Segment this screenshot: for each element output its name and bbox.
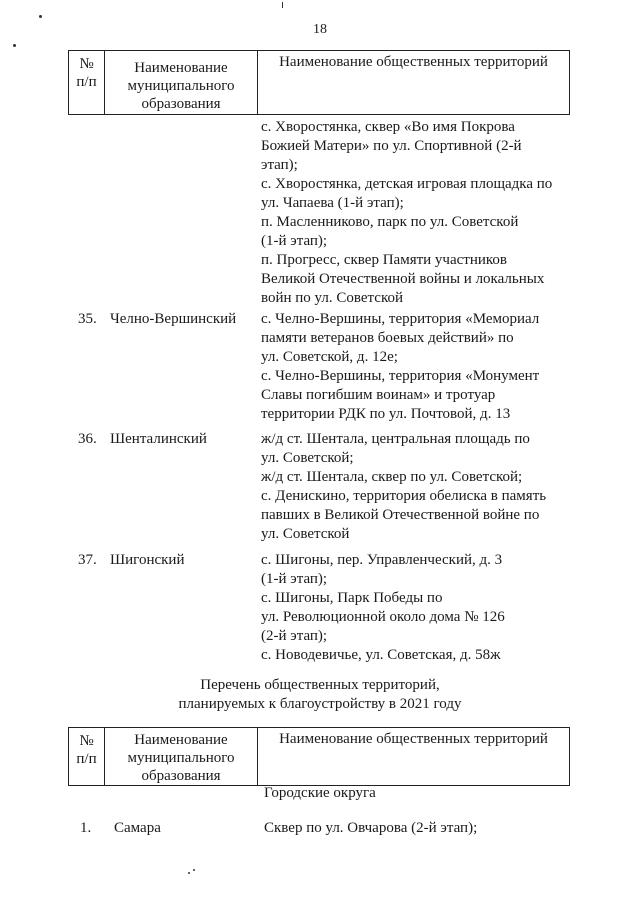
header-num-line: п/п: [76, 751, 97, 767]
text-line: с. Шигоны, Парк Победы по: [261, 590, 443, 606]
text-line: (2-й этап);: [261, 628, 328, 644]
text-line: с. Хворостянка, детская игровая площадка по: [261, 176, 553, 192]
text-line: Великой Отечественной войны и локальных: [261, 271, 545, 287]
text-line: п. Масленниково, парк по ул. Советской: [261, 214, 519, 230]
text-line: памяти ветеранов боевых действий» по: [261, 330, 514, 346]
row-number: 1.: [80, 820, 92, 836]
scan-speck: [13, 44, 16, 47]
header-municipality-cell: [105, 51, 258, 115]
header-num-line: п/п: [76, 74, 97, 90]
row-municipality: Шигонский: [110, 552, 185, 568]
header-municipality-line: Наименование: [134, 60, 228, 76]
header-territories-cell: [258, 728, 570, 786]
header-municipality-line: муниципального: [127, 78, 235, 94]
row-territories: Сквер по ул. Овчарова (2-й этап);: [264, 820, 478, 836]
text-line: (1-й этап);: [261, 571, 328, 587]
text-line: с. Новодевичье, ул. Советская, д. 58ж: [261, 647, 501, 663]
text-line: п. Прогресс, сквер Памяти участников: [261, 252, 507, 268]
row-territories: [261, 430, 546, 544]
row-municipality: Самара: [114, 820, 161, 836]
text-line: с. Хворостянка, сквер «Во имя Покрова: [261, 119, 515, 135]
table-header: [68, 50, 570, 115]
row-number: 36.: [78, 431, 97, 447]
text-line: павших в Великой Отечественной войне по: [261, 507, 540, 523]
header-num-line: №: [79, 56, 94, 72]
row-territories: [261, 551, 505, 665]
text-line: ул. Революционной около дома № 126: [261, 609, 505, 625]
header-num-cell: [69, 51, 105, 115]
section-title-line: Перечень общественных территорий,: [200, 677, 440, 693]
header-num-line: №: [79, 733, 94, 749]
scan-speck: [282, 2, 283, 8]
text-line: ж/д ст. Шентала, центральная площадь по: [261, 431, 530, 447]
text-line: Славы погибшим воинам» и тротуар: [261, 387, 496, 403]
header-num-cell: [69, 728, 105, 786]
header-municipality-cell: [105, 728, 258, 786]
text-line: с. Шигоны, пер. Управленческий, д. 3: [261, 552, 503, 568]
row-municipality: Шенталинский: [110, 431, 207, 447]
text-line: Божией Матери» по ул. Спортивной (2-й: [261, 138, 522, 154]
header-territories-label: Наименование общественных территорий: [279, 54, 548, 70]
row-municipality: Челно-Вершинский: [110, 311, 237, 327]
continuation-text: [261, 118, 552, 308]
section-title-line: планируемых к благоустройству в 2021 году: [178, 696, 462, 712]
header-territories-cell: [258, 51, 570, 115]
scan-speck: [188, 872, 190, 874]
subheading: Городские округа: [264, 785, 376, 801]
header-municipality-line: Наименование: [134, 732, 228, 748]
text-line: ул. Советской, д. 12е;: [261, 349, 398, 365]
table-header-2021: [68, 727, 570, 786]
text-line: с. Денискино, территория обелиска в память: [261, 488, 547, 504]
text-line: ул. Чапаева (1-й этап);: [261, 195, 404, 211]
scan-speck: [39, 15, 42, 18]
text-line: войн по ул. Советской: [261, 290, 403, 306]
text-line: с. Челно-Вершины, территория «Мемориал: [261, 311, 540, 327]
text-line: территории РДК по ул. Почтовой, д. 13: [261, 406, 511, 422]
header-municipality-line: образования: [141, 96, 221, 112]
row-territories: [261, 310, 539, 424]
scan-speck: [193, 869, 195, 871]
page-number: 18: [313, 22, 327, 37]
header-municipality-line: образования: [141, 768, 221, 784]
text-line: ж/д ст. Шентала, сквер по ул. Советской;: [261, 469, 523, 485]
header-territories-label: Наименование общественных территорий: [279, 731, 548, 747]
text-line: ул. Советской: [261, 526, 350, 542]
text-line: ул. Советской;: [261, 450, 354, 466]
row-number: 35.: [78, 311, 97, 327]
text-line: этап);: [261, 157, 298, 173]
row-number: 37.: [78, 552, 97, 568]
header-municipality-line: муниципального: [127, 750, 235, 766]
section-title: [0, 676, 640, 714]
text-line: (1-й этап);: [261, 233, 328, 249]
text-line: с. Челно-Вершины, территория «Монумент: [261, 368, 540, 384]
